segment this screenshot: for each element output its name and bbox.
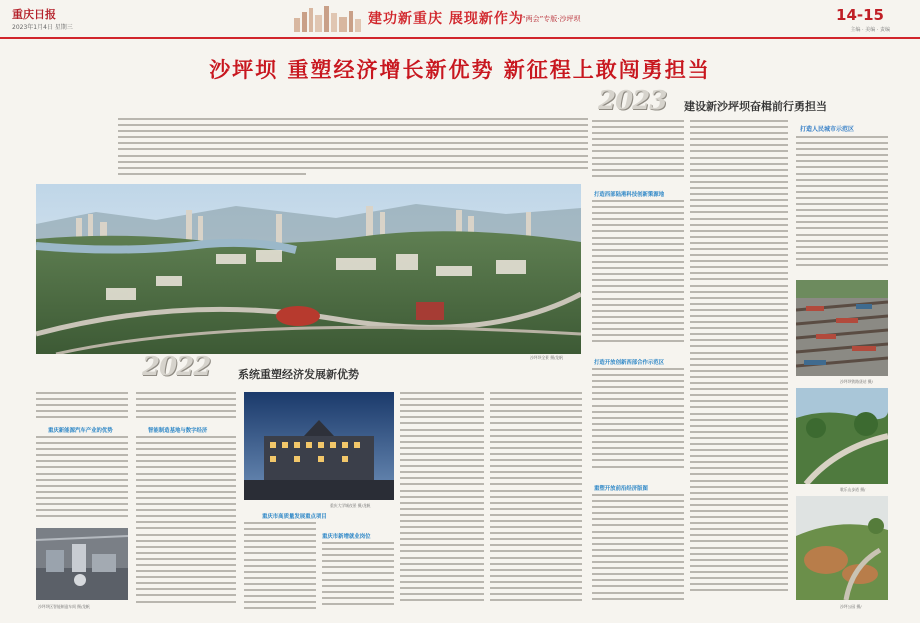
- text-column-8: [690, 120, 788, 610]
- subhead-2023-4: 打造人民城市示范区: [800, 126, 855, 133]
- text-column-2: [136, 392, 236, 422]
- subhead-2022-1: 重庆新能源汽车产业的优势: [48, 428, 113, 434]
- subhead-2023-3: 重塑开放前沿经济版图: [594, 486, 648, 492]
- theme-subtitle: “两会”专版·沙坪坝: [522, 15, 581, 23]
- section-2023-title: 建设新沙坪坝奋楫前行勇担当: [684, 100, 827, 113]
- year-2023: 2023: [598, 86, 667, 116]
- text-column-4: [322, 542, 394, 614]
- night-campus-photo: [244, 392, 394, 500]
- lead-paragraph: [118, 118, 588, 176]
- subhead-2023-2: 打造开放创新西部合作示范区: [594, 360, 665, 366]
- section-2022-title: 系统重塑经济发展新优势: [238, 368, 359, 381]
- main-aerial-photo: [36, 184, 581, 354]
- theme-title: 建功新重庆 展现新作为: [368, 11, 524, 27]
- year-2022: 2022: [142, 352, 211, 382]
- text-column-2b: [136, 436, 236, 611]
- subhead-2022-3: 重庆市高质量发展重点项目: [262, 514, 327, 520]
- greenway-photo-caption: 歌乐山步道 摄/: [840, 487, 866, 492]
- page-headline: 沙坪坝 重塑经济增长新优势 新征程上敢闯勇担当: [209, 57, 711, 82]
- text-column-9: [796, 136, 888, 276]
- night-photo-caption: 重庆大学城夜景 摄/龙帆: [330, 503, 371, 508]
- subhead-2022-2: 智能制造基地与数字经济: [148, 428, 208, 434]
- text-column-7d: [592, 494, 684, 612]
- text-column-7: [592, 120, 684, 184]
- subhead-2022-4: 重庆市新增就业岗位: [322, 534, 371, 540]
- text-column-1b: [36, 436, 128, 526]
- text-column-7c: [592, 368, 684, 480]
- subhead-2023-1: 打造西部陆港科技创新策源地: [594, 192, 665, 198]
- text-column-6: [490, 392, 582, 612]
- text-column-3: [244, 522, 316, 614]
- divider: [0, 37, 920, 39]
- factory-photo: [36, 528, 128, 600]
- page-meta: 主编 · 美编 · 责编: [850, 27, 890, 33]
- rail-photo-caption: 沙坪坝铁路货站 摄/: [840, 379, 873, 384]
- skyline-icon: [292, 4, 362, 32]
- paper-date: 2023年1月4日 星期三: [12, 24, 73, 31]
- park-photo-caption: 沙坪公园 摄/: [840, 604, 862, 609]
- park-photo: [796, 496, 888, 600]
- masthead: [0, 0, 920, 38]
- paper-name: 重庆日报: [12, 8, 56, 21]
- main-photo-caption: 沙坪坝全景 摄/龙帆: [530, 355, 563, 360]
- text-column-7b: [592, 200, 684, 354]
- text-column-1: [36, 392, 128, 422]
- factory-photo-caption: 沙坪坝区智能制造车间 摄/龙帆: [38, 604, 90, 609]
- rail-yard-photo: [796, 280, 888, 376]
- greenway-photo: [796, 388, 888, 484]
- page-number: 14-15: [836, 6, 884, 24]
- text-column-5: [400, 392, 484, 612]
